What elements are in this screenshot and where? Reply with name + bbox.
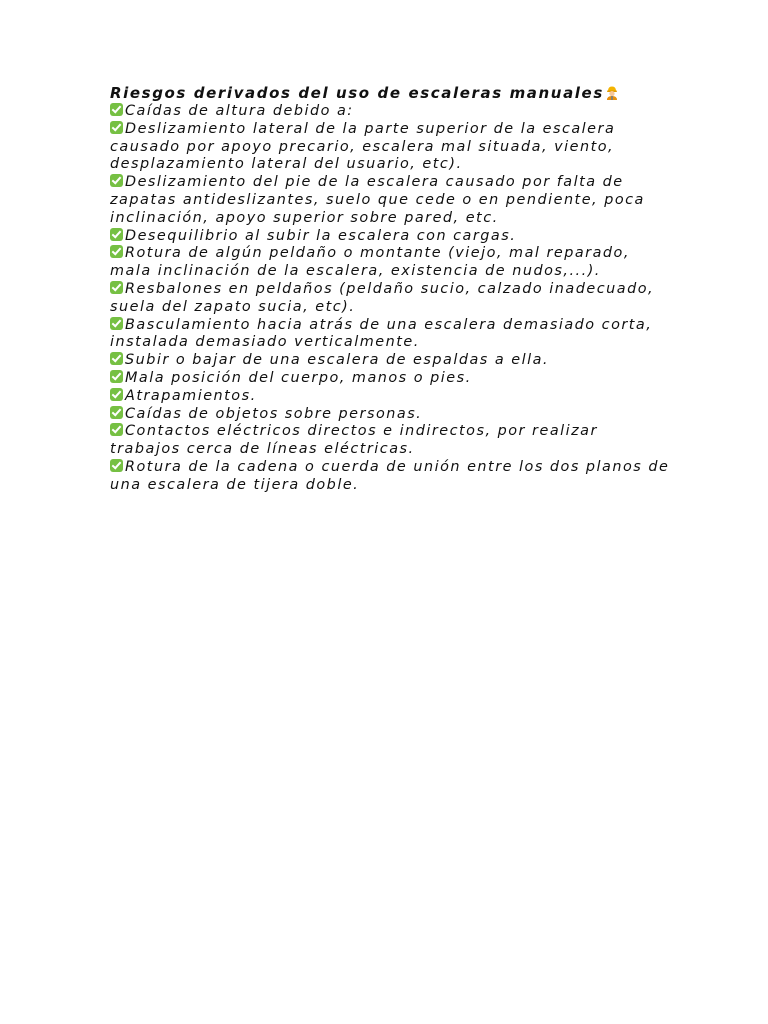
list-item-text: Deslizamiento lateral de la parte superior de la escalera causado por apoyo precario, escalera mal situada, viento, desplazamiento lateral del usuario, etc). <box>110 120 616 173</box>
list-item <box>110 228 670 246</box>
page-title <box>110 84 670 103</box>
list-item-text: Contactos eléctricos directos e indirectos, por realizar trabajos cerca de líneas eléctricas. <box>110 423 598 458</box>
list-item <box>110 406 670 424</box>
list-item-text: Deslizamiento del pie de la escalera causado por falta de zapatas antideslizantes, suelo que cede o en pendiente, poca inclinación, apoyo superior sobre pared, etc. <box>110 174 645 226</box>
list-item <box>110 121 670 174</box>
list-item <box>110 281 670 317</box>
list-item-text: Desequilibrio al subir la escalera con cargas. <box>125 227 517 244</box>
check-mark-icon <box>110 370 123 383</box>
check-mark-icon <box>110 245 123 258</box>
list-item <box>110 103 670 121</box>
risk-list <box>110 103 670 495</box>
check-mark-icon <box>110 423 123 436</box>
check-mark-icon <box>110 459 123 472</box>
document-page <box>110 84 670 495</box>
check-mark-icon <box>110 406 123 419</box>
list-item-text: Subir o bajar de una escalera de espaldas a ella. <box>125 352 549 369</box>
list-item-text: Resbalones en peldaños (peldaño sucio, calzado inadecuado, suela del zapato sucia, etc). <box>110 280 655 315</box>
list-item-text: Mala posición del cuerpo, manos o pies. <box>125 369 472 386</box>
check-mark-icon <box>110 388 123 401</box>
check-mark-icon <box>110 352 123 365</box>
list-item <box>110 423 670 459</box>
list-item-text: Caídas de objetos sobre personas. <box>125 405 423 422</box>
check-mark-icon <box>110 103 123 116</box>
list-item <box>110 459 670 495</box>
list-item-text: Rotura de algún peldaño o montante (viejo, mal reparado, mala inclinación de la escalera, existencia de nudos,...). <box>110 245 630 280</box>
list-item-text: Atrapamientos. <box>125 387 257 404</box>
list-item <box>110 352 670 370</box>
construction-worker-icon <box>605 85 619 100</box>
list-item <box>110 317 670 353</box>
check-mark-icon <box>110 174 123 187</box>
check-mark-icon <box>110 228 123 241</box>
list-item-text: Basculamiento hacia atrás de una escalera demasiado corta, instalada demasiado verticalmente. <box>110 316 653 351</box>
list-item <box>110 370 670 388</box>
list-item <box>110 245 670 281</box>
list-item-text: Rotura de la cadena o cuerda de unión entre los dos planos de una escalera de tijera doble. <box>110 458 670 493</box>
check-mark-icon <box>110 121 123 134</box>
list-item <box>110 388 670 406</box>
list-item-text: Caídas de altura debido a: <box>125 103 354 119</box>
check-mark-icon <box>110 317 123 330</box>
check-mark-icon <box>110 281 123 294</box>
list-item <box>110 174 670 227</box>
page-title-text: Riesgos derivados del uso de escaleras manuales <box>110 84 604 102</box>
